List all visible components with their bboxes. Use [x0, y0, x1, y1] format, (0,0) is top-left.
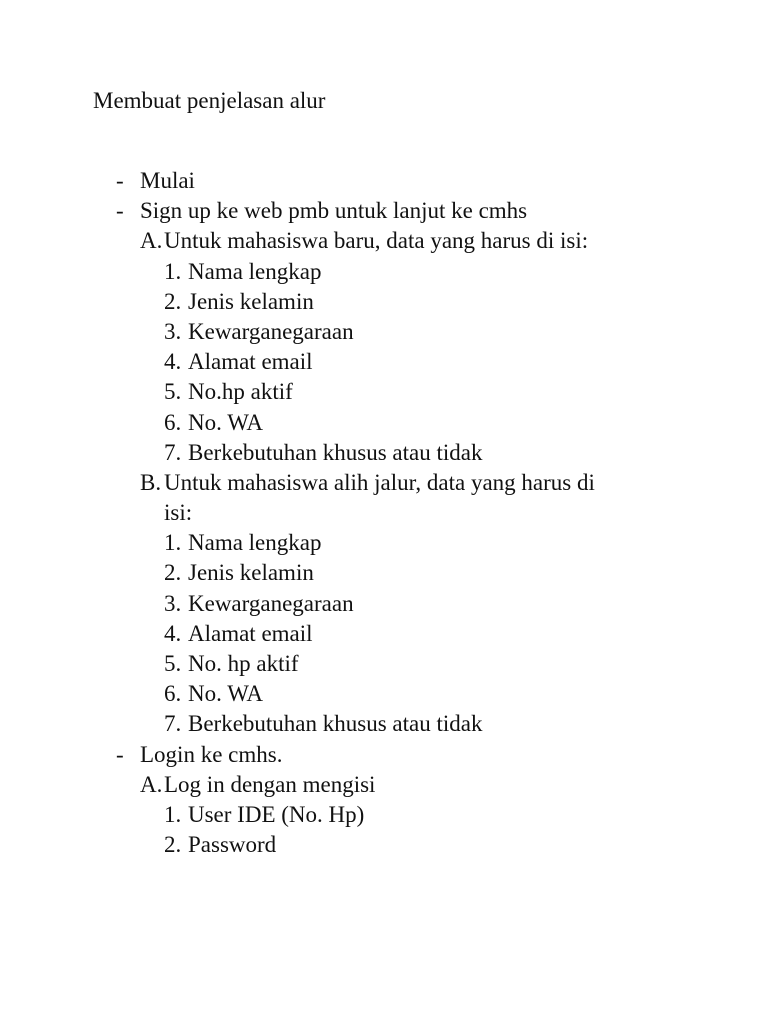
- sublist-item: [0, 770, 768, 800]
- list-item: [0, 166, 768, 196]
- numbered-item: [0, 800, 768, 830]
- list-item-text: Login ke cmhs.: [140, 741, 283, 767]
- number-marker: 4.: [164, 349, 182, 375]
- number-marker: 2.: [164, 288, 182, 314]
- numbered-item-text: Berkebutuhan khusus atau tidak: [188, 439, 483, 465]
- numbered-item-text: User IDE (No. Hp): [188, 801, 365, 827]
- sublist-item-text: isi:: [164, 500, 193, 526]
- numbered-item: [0, 679, 768, 709]
- number-marker: 3.: [164, 318, 182, 344]
- list-item: [0, 196, 768, 226]
- numbered-item-text: No. WA: [188, 409, 263, 435]
- sublist-item-text: Log in dengan mengisi: [164, 771, 376, 797]
- sublist-item-text: Untuk mahasiswa baru, data yang harus di isi:: [164, 228, 589, 254]
- numbered-item: [0, 347, 768, 377]
- letter-marker: A.: [140, 771, 163, 797]
- numbered-item-text: No.hp aktif: [188, 379, 293, 405]
- numbered-item: [0, 558, 768, 588]
- numbered-item-text: Nama lengkap: [188, 258, 322, 284]
- numbered-item-text: No. WA: [188, 681, 263, 707]
- number-marker: 1.: [164, 258, 182, 284]
- bullet-marker: -: [116, 198, 124, 224]
- numbered-item: [0, 589, 768, 619]
- document-title: Membuat penjelasan alur: [93, 88, 326, 113]
- sublist-item-text: Untuk mahasiswa alih jalur, data yang harus di: [164, 469, 595, 495]
- bullet-marker: -: [116, 168, 124, 193]
- numbered-item: [0, 830, 768, 860]
- numbered-item-text: Alamat email: [188, 620, 313, 646]
- numbered-item: [0, 257, 768, 287]
- list-item: [0, 740, 768, 770]
- number-marker: 7.: [164, 711, 182, 737]
- numbered-item-text: No. hp aktif: [188, 651, 299, 676]
- number-marker: 6.: [164, 681, 182, 707]
- number-marker: 2.: [164, 832, 182, 858]
- numbered-item: [0, 377, 768, 407]
- flow-list: [0, 166, 768, 860]
- number-marker: 5.: [164, 651, 182, 676]
- numbered-item-text: Berkebutuhan khusus atau tidak: [188, 711, 483, 737]
- number-marker: 7.: [164, 439, 182, 465]
- number-marker: 3.: [164, 590, 182, 616]
- sublist-item-continuation: [0, 498, 768, 528]
- numbered-item-text: Password: [188, 832, 277, 858]
- numbered-item-text: Jenis kelamin: [188, 288, 314, 314]
- numbered-item: [0, 619, 768, 649]
- numbered-item-text: Kewarganegaraan: [188, 590, 354, 616]
- letter-marker: A.: [140, 228, 163, 254]
- list-item-text: Sign up ke web pmb untuk lanjut ke cmhs: [140, 198, 528, 224]
- number-marker: 5.: [164, 379, 182, 405]
- numbered-item: [0, 317, 768, 347]
- numbered-item: [0, 287, 768, 317]
- numbered-item-text: Nama lengkap: [188, 530, 322, 556]
- list-item-text: Mulai: [140, 168, 195, 193]
- sublist-item: [0, 468, 768, 498]
- number-marker: 4.: [164, 620, 182, 646]
- numbered-item: [0, 528, 768, 558]
- number-marker: 1.: [164, 530, 182, 556]
- numbered-item: [0, 438, 768, 468]
- numbered-item: [0, 709, 768, 739]
- letter-marker: B.: [140, 469, 162, 495]
- number-marker: 6.: [164, 409, 182, 435]
- sublist-item: [0, 226, 768, 256]
- numbered-item-text: Kewarganegaraan: [188, 318, 354, 344]
- numbered-item-text: Jenis kelamin: [188, 560, 314, 586]
- number-marker: 2.: [164, 560, 182, 586]
- numbered-item: [0, 649, 768, 679]
- numbered-item-text: Alamat email: [188, 349, 313, 375]
- numbered-item: [0, 408, 768, 438]
- number-marker: 1.: [164, 801, 182, 827]
- bullet-marker: -: [116, 741, 124, 767]
